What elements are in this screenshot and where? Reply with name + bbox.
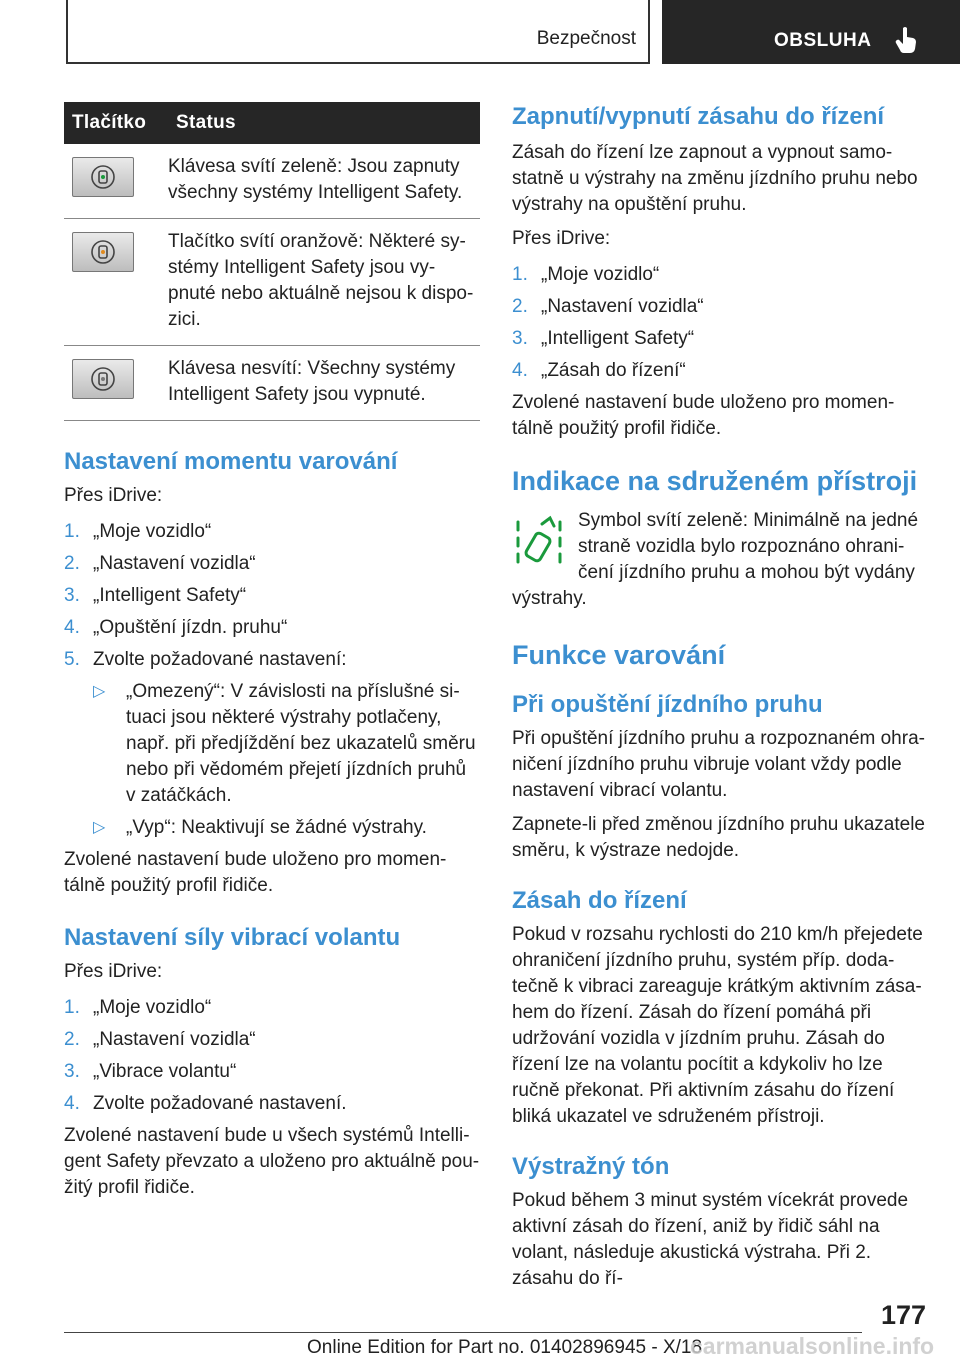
table-row xyxy=(64,144,480,219)
paragraph: Zásah do řízení lze zapnout a vypnout samostatně u výstrahy na změnu jízdního pruhu nebo výstrahy na opuštění pruhu. xyxy=(512,142,918,215)
safety-button-green-icon xyxy=(72,157,134,197)
paragraph: Zvolené nastavení bude u všech systémů Intelligent Safety převzato a uloženo pro aktuálně použitý profil řidiče. xyxy=(64,1125,480,1198)
section-title-cluster-indication: Indikace na sdruženém přístroji xyxy=(512,466,918,496)
status-led-orange xyxy=(101,250,105,254)
list-item: 1. „Moje vozidlo“ xyxy=(64,997,212,1018)
list-item: 4. Zvolte požadované nastavení. xyxy=(64,1093,347,1114)
pointing-hand-icon xyxy=(894,26,918,54)
steps-list xyxy=(64,995,480,1117)
table-row xyxy=(64,346,480,421)
paragraph: Zapnete-li před změnou jízdního pruhu ukazatele směru, k výstraze nedojde. xyxy=(512,814,925,861)
header-chapter-tab[interactable] xyxy=(662,0,960,64)
status-led-green xyxy=(101,175,105,179)
paragraph: Při opuštění jízdního pruhu a rozpoznaném ohraničení jízdního pruhu vibruje volant vždy podle nastavení vibrací volantu. xyxy=(512,728,925,801)
list-item: 2. „Nastavení vozidla“ xyxy=(64,1029,256,1050)
paragraph: Zvolené nastavení bude uloženo pro momentálně použitý profil řidiče. xyxy=(64,849,447,896)
paragraph: Pokud během 3 minut systém vícekrát provede aktivní zásah do řízení, aniž by řidič sáhl na volant, následuje akustická výstraha. Při 2. zásahu do ří- xyxy=(512,1190,909,1289)
left-column xyxy=(64,102,480,1201)
paragraph: Pokud v rozsahu rychlosti do 210 km/h přejedete ohraničení jízdního pruhu, systém příp. dodatečně k vibraci zareaguje krátkým aktivním zásahem do řízení. Zásah do řízení pomáhá při udržování vozidla v jízdním pruhu. Zásah do řízení lze na volantu pocítit a kdykoliv ho lze ručně překonat. Při aktivním zásahu do řízení bliká ukazatel ve sdruženém přístroji. xyxy=(512,924,923,1127)
status-led-off xyxy=(101,377,105,381)
watermark: carmanualsonline.info xyxy=(690,1333,935,1359)
paragraph: Přes iDrive: xyxy=(64,961,163,982)
status-text: Klávesa svítí zeleně: Jsou zapnuty všechny systémy Intelligent Safety. xyxy=(168,144,480,219)
list-item: 1. „Moje vozidlo“ xyxy=(64,521,212,542)
status-text: Klávesa nesvítí: Všechny systémy Intelligent Safety jsou vypnuté. xyxy=(168,346,480,421)
section-title-warning-functions: Funkce varování xyxy=(512,640,726,670)
page-number: 177 xyxy=(880,1300,926,1330)
list-item: ▷ „Vyp“: Neaktivují se žádné výstrahy. xyxy=(93,815,480,841)
section-title-steering-intervention: Zapnutí/vypnutí zásahu do řízení xyxy=(512,103,885,130)
paragraph: Přes iDrive: xyxy=(512,228,611,249)
safety-button-off-icon xyxy=(72,359,134,399)
triangle-bullet-icon: ▷ xyxy=(93,819,106,836)
subsection-title-warning-tone: Výstražný tón xyxy=(512,1153,670,1180)
list-item: 5. Zvolte požadované nastavení: ▷ „Omezený“: V závislosti na příslušné situaci jsou některé výstrahy potlačeny, např. při předjíždění bez ukazatelů směru nebo při vědomém přejetí jízdních pruhů v zatáčkách. ▷ „Vyp“: Neaktivují se žádné výstrahy. xyxy=(64,647,480,841)
lane-assist-green-icon xyxy=(512,512,568,572)
steps-list xyxy=(64,519,480,841)
list-item: 3. „Intelligent Safety“ xyxy=(64,585,247,606)
paragraph: Přes iDrive: xyxy=(64,485,163,506)
symbol-description xyxy=(512,508,928,586)
section-title-vibration: Nastavení síly vibrací volantu xyxy=(64,924,401,951)
footer-edition: Online Edition for Part no. 01402896945 - X/18 xyxy=(307,1337,703,1358)
list-item: 4. „Zásah do řízení“ xyxy=(512,360,686,381)
option-list xyxy=(93,679,480,841)
subsection-title-steering: Zásah do řízení xyxy=(512,887,687,914)
header-frame-bottom xyxy=(66,62,650,64)
list-item: ▷ „Omezený“: V závislosti na příslušné situaci jsou některé výstrahy potlačeny, např. při předjíždění bez ukazatelů směru nebo při vědomém přejetí jízdních pruhů v zatáčkách. xyxy=(93,681,476,806)
header-section-title: Bezpečnost xyxy=(536,28,636,49)
list-item: 2. „Nastavení vozidla“ xyxy=(512,296,704,317)
paragraph: výstrahy. xyxy=(512,588,587,609)
header-frame-right xyxy=(648,0,650,64)
table-row xyxy=(64,219,480,346)
list-item: 3. „Intelligent Safety“ xyxy=(512,328,695,349)
right-column xyxy=(512,102,928,1292)
list-item: 2. „Nastavení vozidla“ xyxy=(64,553,256,574)
subsection-title-lane-departure: Při opuštění jízdního pruhu xyxy=(512,691,823,718)
table-header-button: Tlačítko xyxy=(64,102,168,144)
safety-button-orange-icon xyxy=(72,232,134,272)
steps-list xyxy=(512,262,928,384)
header-frame-left xyxy=(66,0,68,64)
paragraph: Zvolené nastavení bude uloženo pro momentálně použitý profil řidiče. xyxy=(512,392,895,439)
status-table xyxy=(64,102,480,421)
status-text: Tlačítko svítí oranžově: Některé systémy Intelligent Safety jsou vypnuté nebo aktuálně nejsou k dispozici. xyxy=(168,219,480,346)
list-item: 1. „Moje vozidlo“ xyxy=(512,264,660,285)
triangle-bullet-icon: ▷ xyxy=(93,683,106,700)
table-header-status: Status xyxy=(168,102,480,144)
symbol-text: Symbol svítí zeleně: Minimálně na jedné straně vozidla bylo rozpoznáno ohraničení jízdního pruhu a mohou být vydány xyxy=(578,510,919,583)
header-chapter-label: OBSLUHA xyxy=(774,30,872,51)
list-item: 3. „Vibrace volantu“ xyxy=(64,1061,237,1082)
list-item: 4. „Opuštění jízdn. pruhu“ xyxy=(64,617,288,638)
section-title-warning-timing: Nastavení momentu varování xyxy=(64,448,398,475)
